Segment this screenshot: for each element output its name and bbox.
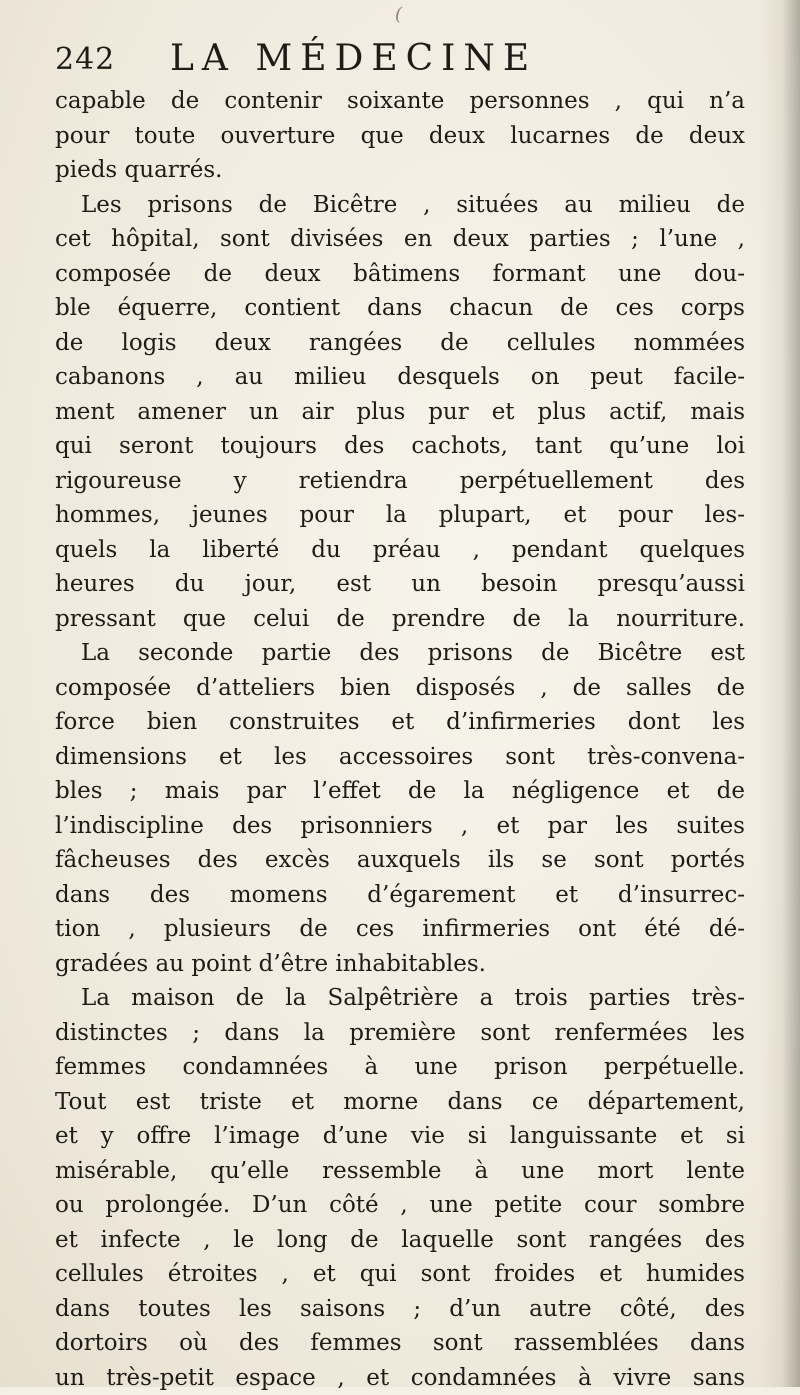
text-line: cabanons , au milieu desquels on peut facile-: [55, 360, 745, 395]
text-line: fâcheuses des excès auxquels ils se sont portés: [55, 843, 745, 878]
text-line: pieds quarrés.: [55, 153, 745, 188]
text-line: cellules étroites , et qui sont froides et humides: [55, 1257, 745, 1292]
text-line: un très-petit espace , et condamnées à vivre sans: [55, 1361, 745, 1395]
text-line: bles ; mais par l’effet de la négligence et de: [55, 774, 745, 809]
text-line: misérable, qu’elle ressemble à une mort lente: [55, 1154, 745, 1189]
text-line: et infecte , le long de laquelle sont rangées des: [55, 1223, 745, 1258]
text-line: qui seront toujours des cachots, tant qu’une loi: [55, 429, 745, 464]
text-line: pressant que celui de prendre de la nourriture.: [55, 602, 745, 637]
text-line: cet hôpital, sont divisées en deux parties ; l’une ,: [55, 222, 745, 257]
text-line: l’indiscipline des prisonniers , et par les suites: [55, 809, 745, 844]
text-line: tion , plusieurs de ces infirmeries ont été dé-: [55, 912, 745, 947]
page-header: [55, 38, 755, 80]
page-number: 242: [55, 42, 115, 77]
text-line: Les prisons de Bicêtre , situées au milieu de: [55, 188, 745, 223]
text-line: rigoureuse y retiendra perpétuellement des: [55, 464, 745, 499]
text-line: quels la liberté du préau , pendant quelques: [55, 533, 745, 568]
text-line: dimensions et les accessoires sont très-convena-: [55, 740, 745, 775]
text-line: ou prolongée. D’un côté , une petite cour sombre: [55, 1188, 745, 1223]
edge-mark: (: [395, 4, 402, 25]
text-line: Tout est triste et morne dans ce département,: [55, 1085, 745, 1120]
text-line: pour toute ouverture que deux lucarnes de deux: [55, 119, 745, 154]
text-line: ment amener un air plus pur et plus actif, mais: [55, 395, 745, 430]
text-line: La seconde partie des prisons de Bicêtre est: [55, 636, 745, 671]
text-line: dortoirs où des femmes sont rassemblées dans: [55, 1326, 745, 1361]
text-line: dans toutes les saisons ; d’un autre côté, des: [55, 1292, 745, 1327]
text-line: femmes condamnées à une prison perpétuelle.: [55, 1050, 745, 1085]
text-line: dans des momens d’égarement et d’insurrec-: [55, 878, 745, 913]
body-text: [55, 84, 745, 1395]
text-line: de logis deux rangées de cellules nommées: [55, 326, 745, 361]
text-line: hommes, jeunes pour la plupart, et pour les-: [55, 498, 745, 533]
text-line: distinctes ; dans la première sont renfermées les: [55, 1016, 745, 1051]
page-gutter-shadow: [760, 0, 800, 1387]
text-line: composée d’atteliers bien disposés , de salles de: [55, 671, 745, 706]
text-line: gradées au point d’être inhabitables.: [55, 947, 745, 982]
text-line: composée de deux bâtimens formant une dou-: [55, 257, 745, 292]
running-title: LA MÉDECINE: [170, 38, 537, 79]
text-line: heures du jour, est un besoin presqu’aussi: [55, 567, 745, 602]
text-line: La maison de la Salpêtrière a trois parties très-: [55, 981, 745, 1016]
text-line: capable de contenir soixante personnes , qui n’a: [55, 84, 745, 119]
text-line: force bien construites et d’infirmeries dont les: [55, 705, 745, 740]
text-line: et y offre l’image d’une vie si languissante et si: [55, 1119, 745, 1154]
text-line: ble équerre, contient dans chacun de ces corps: [55, 291, 745, 326]
